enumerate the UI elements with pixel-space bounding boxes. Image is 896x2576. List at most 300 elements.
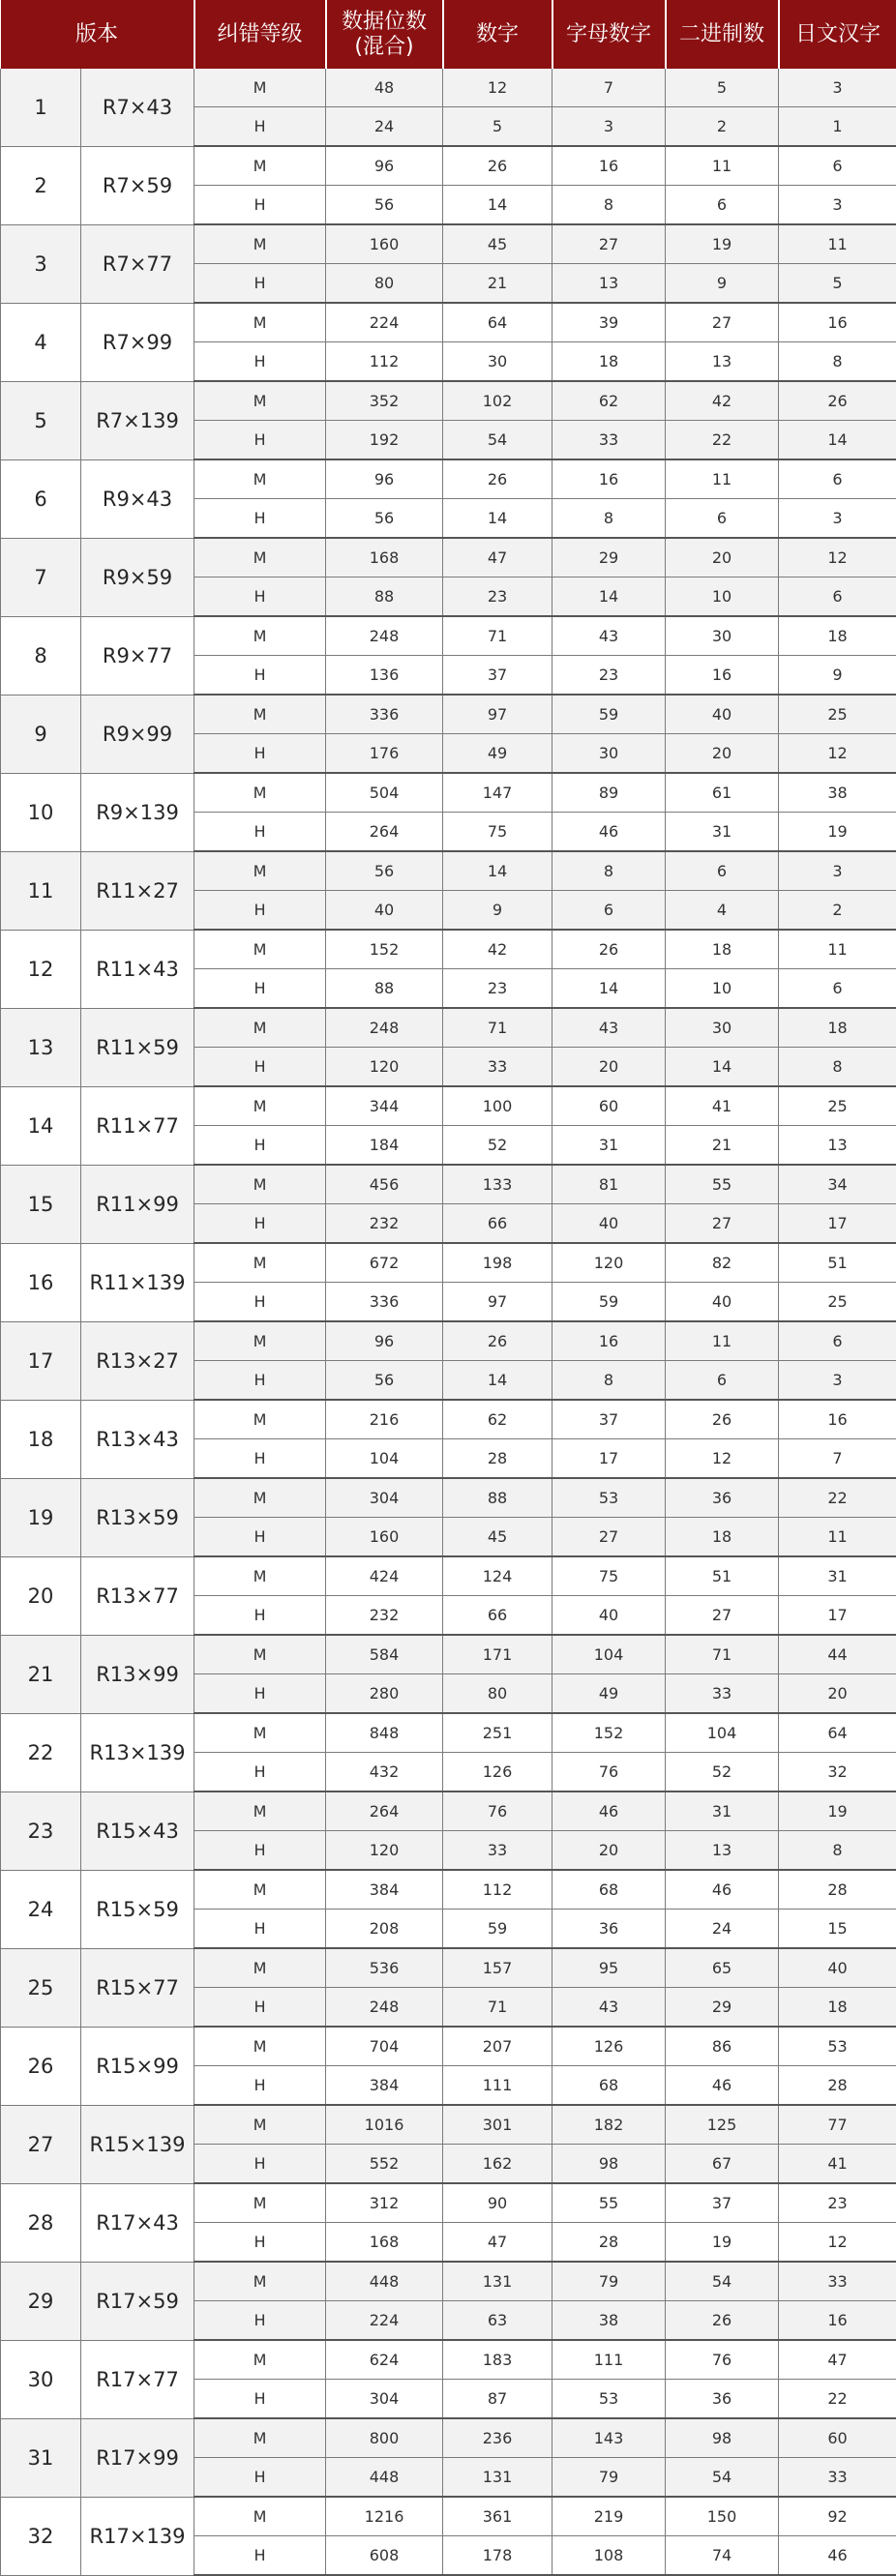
alnum-cell: 46 <box>553 1791 666 1831</box>
mixed-cell: 88 <box>326 577 443 617</box>
ecl-cell: H <box>194 1753 326 1792</box>
ecl-cell: M <box>194 2262 326 2301</box>
alnum-cell: 143 <box>553 2418 666 2458</box>
kanji-cell: 22 <box>779 1478 896 1518</box>
ecl-cell: H <box>194 1361 326 1401</box>
mixed-cell: 216 <box>326 1400 443 1439</box>
numeric-cell: 97 <box>443 695 553 734</box>
version-cell: R11×27 <box>81 851 194 930</box>
kanji-cell: 44 <box>779 1635 896 1674</box>
alnum-cell: 20 <box>553 1048 666 1087</box>
numeric-cell: 131 <box>443 2262 553 2301</box>
ecl-cell: M <box>194 616 326 656</box>
ecl-cell: H <box>194 1048 326 1087</box>
alnum-cell: 152 <box>553 1713 666 1753</box>
alnum-cell: 40 <box>553 1596 666 1636</box>
version-cell: R11×43 <box>81 930 194 1008</box>
binary-cell: 98 <box>666 2418 779 2458</box>
kanji-cell: 17 <box>779 1204 896 1244</box>
binary-cell: 13 <box>666 1831 779 1871</box>
row-number: 14 <box>1 1086 81 1165</box>
kanji-cell: 19 <box>779 813 896 852</box>
ecl-cell: M <box>194 773 326 813</box>
version-cell: R17×59 <box>81 2262 194 2340</box>
alnum-cell: 53 <box>553 1478 666 1518</box>
numeric-cell: 49 <box>443 734 553 774</box>
alnum-cell: 60 <box>553 1086 666 1126</box>
kanji-cell: 6 <box>779 146 896 186</box>
kanji-cell: 11 <box>779 930 896 969</box>
numeric-cell: 88 <box>443 1478 553 1518</box>
row-number: 7 <box>1 538 81 616</box>
table-row <box>1 1243 896 1283</box>
kanji-cell: 23 <box>779 2183 896 2223</box>
mixed-cell: 104 <box>326 1439 443 1479</box>
version-cell: R9×43 <box>81 459 194 538</box>
numeric-cell: 112 <box>443 1870 553 1910</box>
ecl-cell: H <box>194 2301 326 2341</box>
numeric-cell: 80 <box>443 1674 553 1714</box>
alnum-cell: 43 <box>553 1988 666 2028</box>
row-number: 23 <box>1 1791 81 1870</box>
table-row <box>1 2340 896 2380</box>
alnum-cell: 6 <box>553 891 666 931</box>
ecl-cell: M <box>194 2497 326 2536</box>
table-body <box>1 69 896 2575</box>
row-number: 12 <box>1 930 81 1008</box>
binary-cell: 21 <box>666 1126 779 1166</box>
kanji-cell: 60 <box>779 2418 896 2458</box>
table-row <box>1 69 896 107</box>
ecl-cell: H <box>194 1126 326 1166</box>
kanji-cell: 11 <box>779 1518 896 1557</box>
binary-cell: 67 <box>666 2145 779 2184</box>
kanji-cell: 40 <box>779 1948 896 1988</box>
ecl-cell: M <box>194 1948 326 1988</box>
mixed-cell: 168 <box>326 2223 443 2263</box>
mixed-cell: 264 <box>326 813 443 852</box>
ecl-cell: H <box>194 2536 326 2576</box>
mixed-cell: 24 <box>326 107 443 147</box>
numeric-cell: 133 <box>443 1165 553 1204</box>
ecl-cell: M <box>194 1478 326 1518</box>
version-cell: R15×77 <box>81 1948 194 2027</box>
mixed-cell: 336 <box>326 695 443 734</box>
ecl-cell: M <box>194 1556 326 1596</box>
numeric-cell: 236 <box>443 2418 553 2458</box>
row-number: 24 <box>1 1870 81 1948</box>
numeric-cell: 59 <box>443 1910 553 1949</box>
table-row <box>1 2497 896 2536</box>
version-cell: R9×59 <box>81 538 194 616</box>
alnum-cell: 7 <box>553 69 666 107</box>
binary-cell: 61 <box>666 773 779 813</box>
alnum-cell: 108 <box>553 2536 666 2576</box>
kanji-cell: 3 <box>779 186 896 225</box>
numeric-cell: 90 <box>443 2183 553 2223</box>
mixed-cell: 96 <box>326 146 443 186</box>
binary-cell: 76 <box>666 2340 779 2380</box>
alnum-cell: 219 <box>553 2497 666 2536</box>
binary-cell: 6 <box>666 186 779 225</box>
binary-cell: 26 <box>666 2301 779 2341</box>
alnum-cell: 26 <box>553 930 666 969</box>
mixed-cell: 56 <box>326 1361 443 1401</box>
kanji-cell: 9 <box>779 656 896 696</box>
numeric-cell: 171 <box>443 1635 553 1674</box>
kanji-cell: 38 <box>779 773 896 813</box>
binary-cell: 150 <box>666 2497 779 2536</box>
table-row <box>1 1400 896 1439</box>
numeric-cell: 12 <box>443 69 553 107</box>
numeric-cell: 62 <box>443 1400 553 1439</box>
mixed-cell: 1016 <box>326 2105 443 2145</box>
alnum-cell: 14 <box>553 969 666 1009</box>
kanji-cell: 41 <box>779 2145 896 2184</box>
version-cell: R13×59 <box>81 1478 194 1556</box>
version-cell: R7×77 <box>81 224 194 303</box>
mixed-cell: 704 <box>326 2027 443 2066</box>
binary-cell: 16 <box>666 656 779 696</box>
ecl-cell: H <box>194 577 326 617</box>
numeric-cell: 251 <box>443 1713 553 1753</box>
numeric-cell: 207 <box>443 2027 553 2066</box>
mixed-cell: 1216 <box>326 2497 443 2536</box>
mixed-cell: 312 <box>326 2183 443 2223</box>
mixed-cell: 160 <box>326 1518 443 1557</box>
kanji-cell: 18 <box>779 1988 896 2028</box>
numeric-cell: 37 <box>443 656 553 696</box>
table-row <box>1 773 896 813</box>
binary-cell: 104 <box>666 1713 779 1753</box>
kanji-cell: 53 <box>779 2027 896 2066</box>
alnum-cell: 53 <box>553 2380 666 2419</box>
alnum-cell: 46 <box>553 813 666 852</box>
ecl-cell: M <box>194 146 326 186</box>
binary-cell: 6 <box>666 1361 779 1401</box>
alnum-cell: 79 <box>553 2458 666 2498</box>
version-cell: R17×99 <box>81 2418 194 2497</box>
row-number: 20 <box>1 1556 81 1635</box>
alnum-cell: 23 <box>553 656 666 696</box>
ecl-cell: M <box>194 2183 326 2223</box>
kanji-cell: 12 <box>779 538 896 577</box>
binary-cell: 29 <box>666 1988 779 2028</box>
binary-cell: 18 <box>666 1518 779 1557</box>
mixed-cell: 88 <box>326 969 443 1009</box>
row-number: 19 <box>1 1478 81 1556</box>
ecl-cell: M <box>194 1321 326 1361</box>
version-cell: R17×139 <box>81 2497 194 2575</box>
numeric-cell: 71 <box>443 1988 553 2028</box>
mixed-cell: 56 <box>326 186 443 225</box>
binary-cell: 10 <box>666 577 779 617</box>
ecl-cell: M <box>194 2027 326 2066</box>
numeric-cell: 45 <box>443 224 553 264</box>
mixed-cell: 208 <box>326 1910 443 1949</box>
numeric-cell: 183 <box>443 2340 553 2380</box>
alnum-cell: 8 <box>553 499 666 539</box>
kanji-cell: 17 <box>779 1596 896 1636</box>
alnum-cell: 13 <box>553 264 666 304</box>
table-row <box>1 224 896 264</box>
mixed-cell: 48 <box>326 69 443 107</box>
numeric-cell: 66 <box>443 1204 553 1244</box>
table-row <box>1 2262 896 2301</box>
kanji-cell: 6 <box>779 969 896 1009</box>
kanji-cell: 1 <box>779 107 896 147</box>
version-cell: R17×77 <box>81 2340 194 2418</box>
alnum-cell: 8 <box>553 851 666 891</box>
version-cell: R11×99 <box>81 1165 194 1243</box>
row-number: 22 <box>1 1713 81 1791</box>
alnum-cell: 120 <box>553 1243 666 1283</box>
numeric-cell: 28 <box>443 1439 553 1479</box>
row-number: 5 <box>1 381 81 459</box>
binary-cell: 37 <box>666 2183 779 2223</box>
row-number: 29 <box>1 2262 81 2340</box>
mixed-cell: 280 <box>326 1674 443 1714</box>
ecl-cell: M <box>194 930 326 969</box>
mixed-cell: 232 <box>326 1596 443 1636</box>
binary-cell: 12 <box>666 1439 779 1479</box>
alnum-cell: 30 <box>553 734 666 774</box>
kanji-cell: 28 <box>779 2066 896 2106</box>
kanji-cell: 26 <box>779 381 896 421</box>
ecl-cell: H <box>194 499 326 539</box>
ecl-cell: H <box>194 2223 326 2263</box>
kanji-cell: 5 <box>779 264 896 304</box>
mixed-cell: 120 <box>326 1048 443 1087</box>
binary-cell: 19 <box>666 224 779 264</box>
binary-cell: 42 <box>666 381 779 421</box>
kanji-cell: 8 <box>779 1048 896 1087</box>
table-row <box>1 2183 896 2223</box>
kanji-cell: 25 <box>779 1283 896 1322</box>
ecl-cell: H <box>194 734 326 774</box>
table-row <box>1 303 896 342</box>
binary-cell: 26 <box>666 1400 779 1439</box>
alnum-cell: 98 <box>553 2145 666 2184</box>
mixed-cell: 344 <box>326 1086 443 1126</box>
header-version: 版本 <box>1 0 194 69</box>
alnum-cell: 81 <box>553 1165 666 1204</box>
version-cell: R9×99 <box>81 695 194 773</box>
version-cell: R7×43 <box>81 69 194 146</box>
numeric-cell: 147 <box>443 773 553 813</box>
alnum-cell: 89 <box>553 773 666 813</box>
kanji-cell: 64 <box>779 1713 896 1753</box>
binary-cell: 27 <box>666 303 779 342</box>
header-alnum: 字母数字 <box>553 0 666 69</box>
mixed-cell: 672 <box>326 1243 443 1283</box>
numeric-cell: 26 <box>443 146 553 186</box>
binary-cell: 19 <box>666 2223 779 2263</box>
binary-cell: 10 <box>666 969 779 1009</box>
alnum-cell: 59 <box>553 1283 666 1322</box>
ecl-cell: H <box>194 1831 326 1871</box>
ecl-cell: M <box>194 381 326 421</box>
row-number: 4 <box>1 303 81 381</box>
binary-cell: 125 <box>666 2105 779 2145</box>
version-cell: R7×99 <box>81 303 194 381</box>
kanji-cell: 32 <box>779 1753 896 1792</box>
numeric-cell: 47 <box>443 538 553 577</box>
version-cell: R11×59 <box>81 1008 194 1086</box>
table-row <box>1 459 896 499</box>
alnum-cell: 16 <box>553 459 666 499</box>
binary-cell: 6 <box>666 499 779 539</box>
row-number: 1 <box>1 69 81 146</box>
binary-cell: 11 <box>666 146 779 186</box>
ecl-cell: M <box>194 1086 326 1126</box>
alnum-cell: 43 <box>553 616 666 656</box>
mixed-cell: 224 <box>326 303 443 342</box>
row-number: 16 <box>1 1243 81 1321</box>
version-cell: R11×77 <box>81 1086 194 1165</box>
mixed-cell: 176 <box>326 734 443 774</box>
numeric-cell: 63 <box>443 2301 553 2341</box>
numeric-cell: 178 <box>443 2536 553 2576</box>
ecl-cell: H <box>194 1674 326 1714</box>
ecl-cell: H <box>194 2066 326 2106</box>
numeric-cell: 26 <box>443 1321 553 1361</box>
kanji-cell: 6 <box>779 459 896 499</box>
header-binary: 二进制数 <box>666 0 779 69</box>
binary-cell: 46 <box>666 2066 779 2106</box>
binary-cell: 51 <box>666 1556 779 1596</box>
header-numeric: 数字 <box>443 0 553 69</box>
numeric-cell: 26 <box>443 459 553 499</box>
row-number: 9 <box>1 695 81 773</box>
numeric-cell: 9 <box>443 891 553 931</box>
kanji-cell: 11 <box>779 224 896 264</box>
table-row <box>1 1086 896 1126</box>
numeric-cell: 33 <box>443 1831 553 1871</box>
ecl-cell: H <box>194 186 326 225</box>
alnum-cell: 18 <box>553 342 666 382</box>
mixed-cell: 248 <box>326 616 443 656</box>
alnum-cell: 43 <box>553 1008 666 1048</box>
kanji-cell: 25 <box>779 695 896 734</box>
alnum-cell: 68 <box>553 2066 666 2106</box>
alnum-cell: 39 <box>553 303 666 342</box>
mixed-cell: 304 <box>326 2380 443 2419</box>
numeric-cell: 5 <box>443 107 553 147</box>
mixed-cell: 336 <box>326 1283 443 1322</box>
ecl-cell: M <box>194 1791 326 1831</box>
version-cell: R13×139 <box>81 1713 194 1791</box>
alnum-cell: 14 <box>553 577 666 617</box>
alnum-cell: 3 <box>553 107 666 147</box>
ecl-cell: H <box>194 421 326 460</box>
numeric-cell: 64 <box>443 303 553 342</box>
alnum-cell: 40 <box>553 1204 666 1244</box>
alnum-cell: 59 <box>553 695 666 734</box>
row-number: 32 <box>1 2497 81 2575</box>
alnum-cell: 79 <box>553 2262 666 2301</box>
mixed-cell: 608 <box>326 2536 443 2576</box>
numeric-cell: 14 <box>443 1361 553 1401</box>
row-number: 6 <box>1 459 81 538</box>
binary-cell: 71 <box>666 1635 779 1674</box>
binary-cell: 33 <box>666 1674 779 1714</box>
binary-cell: 40 <box>666 1283 779 1322</box>
numeric-cell: 126 <box>443 1753 553 1792</box>
table-row <box>1 2105 896 2145</box>
binary-cell: 46 <box>666 1870 779 1910</box>
mixed-cell: 552 <box>326 2145 443 2184</box>
numeric-cell: 45 <box>443 1518 553 1557</box>
mixed-cell: 40 <box>326 891 443 931</box>
mixed-cell: 504 <box>326 773 443 813</box>
binary-cell: 40 <box>666 695 779 734</box>
alnum-cell: 8 <box>553 186 666 225</box>
ecl-cell: H <box>194 813 326 852</box>
kanji-cell: 8 <box>779 342 896 382</box>
kanji-cell: 13 <box>779 1126 896 1166</box>
numeric-cell: 111 <box>443 2066 553 2106</box>
alnum-cell: 16 <box>553 146 666 186</box>
kanji-cell: 7 <box>779 1439 896 1479</box>
version-cell: R15×99 <box>81 2027 194 2105</box>
binary-cell: 20 <box>666 734 779 774</box>
mixed-cell: 248 <box>326 1988 443 2028</box>
numeric-cell: 30 <box>443 342 553 382</box>
version-cell: R15×59 <box>81 1870 194 1948</box>
alnum-cell: 28 <box>553 2223 666 2263</box>
ecl-cell: H <box>194 264 326 304</box>
alnum-cell: 62 <box>553 381 666 421</box>
mixed-cell: 224 <box>326 2301 443 2341</box>
alnum-cell: 75 <box>553 1556 666 1596</box>
kanji-cell: 46 <box>779 2536 896 2576</box>
alnum-cell: 95 <box>553 1948 666 1988</box>
table-row <box>1 1948 896 1988</box>
mixed-cell: 384 <box>326 1870 443 1910</box>
row-number: 21 <box>1 1635 81 1713</box>
mixed-cell: 160 <box>326 224 443 264</box>
version-cell: R13×27 <box>81 1321 194 1400</box>
mixed-cell: 192 <box>326 421 443 460</box>
mixed-cell: 304 <box>326 1478 443 1518</box>
ecl-cell: M <box>194 1870 326 1910</box>
numeric-cell: 23 <box>443 577 553 617</box>
table-row <box>1 1478 896 1518</box>
ecl-cell: H <box>194 1988 326 2028</box>
alnum-cell: 68 <box>553 1870 666 1910</box>
mixed-cell: 152 <box>326 930 443 969</box>
kanji-cell: 47 <box>779 2340 896 2380</box>
row-number: 17 <box>1 1321 81 1400</box>
table-row <box>1 851 896 891</box>
alnum-cell: 111 <box>553 2340 666 2380</box>
ecl-cell: H <box>194 656 326 696</box>
version-cell: R13×43 <box>81 1400 194 1478</box>
alnum-cell: 31 <box>553 1126 666 1166</box>
ecl-cell: M <box>194 2418 326 2458</box>
table-row <box>1 1556 896 1596</box>
numeric-cell: 21 <box>443 264 553 304</box>
alnum-cell: 76 <box>553 1753 666 1792</box>
kanji-cell: 12 <box>779 734 896 774</box>
version-cell: R13×99 <box>81 1635 194 1713</box>
version-cell: R13×77 <box>81 1556 194 1635</box>
kanji-cell: 51 <box>779 1243 896 1283</box>
mixed-cell: 352 <box>326 381 443 421</box>
kanji-cell: 12 <box>779 2223 896 2263</box>
binary-cell: 5 <box>666 69 779 107</box>
